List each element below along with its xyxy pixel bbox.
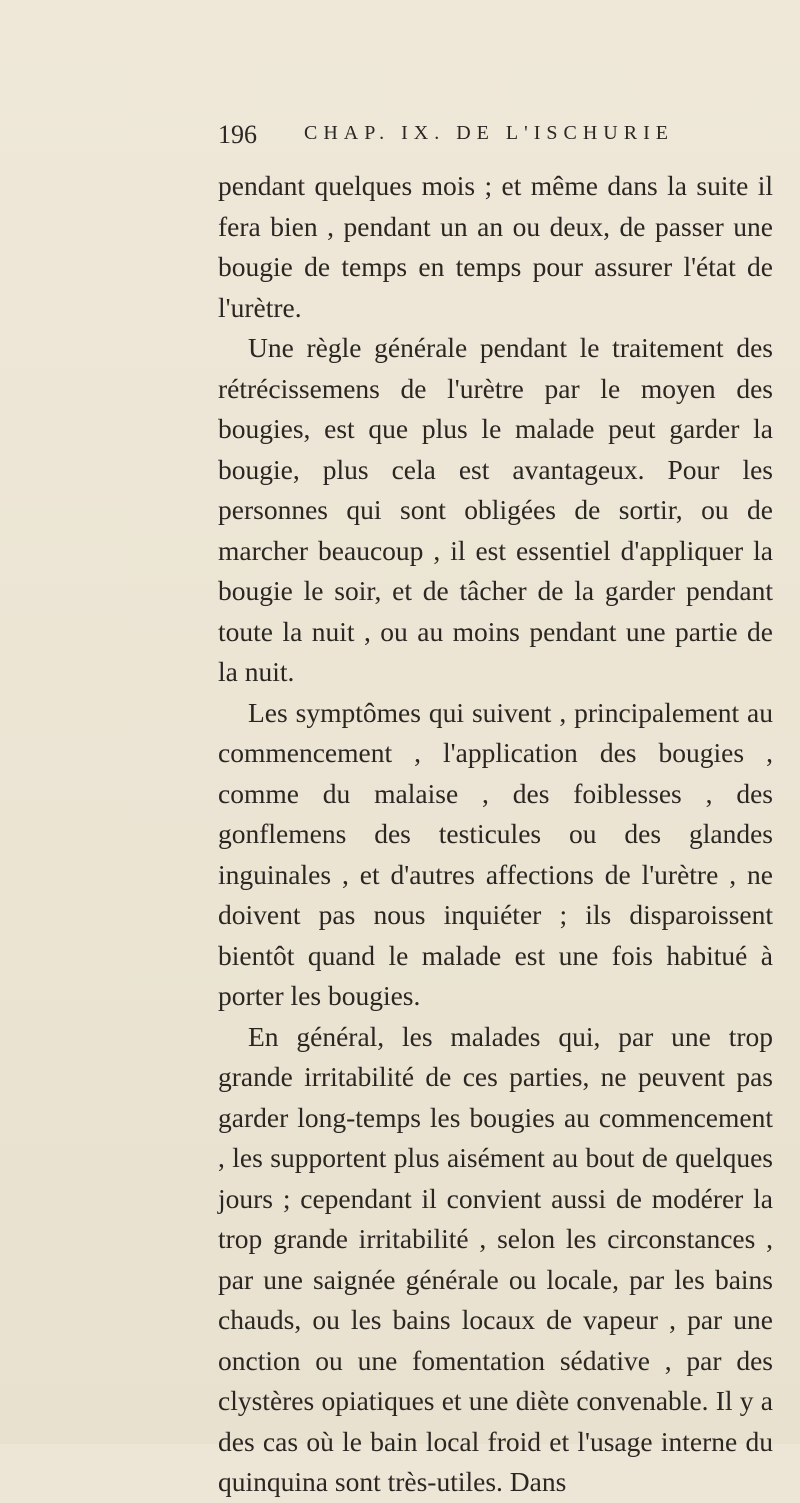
page-header: [218, 118, 778, 158]
body-text: [218, 166, 773, 1503]
paragraph-continuation: pendant quelques mois ; et même dans la suite il fera bien , pendant un an ou deux, de passer une bougie de temps en temps pour assurer l'état de l'urètre.: [218, 170, 773, 323]
paragraph-irritability: En général, les malades qui, par une trop grande irritabilité de ces parties, ne peuvent pas garder long-temps les bougies au commencement , les supportent plus aisément au bout de quelques jours ; cependant il convient aussi de modérer la trop grande irritabilité , selon les circonstances , par une saignée générale ou locale, par les bains chauds, ou les bains locaux de vapeur , par une onction ou une fomentation sédative , par des clystères opiatiques et une diète convenable. Il y a des cas où le bain local froid et l'usage interne du quinquina sont très-utiles. Dans: [218, 1020, 773, 1497]
paragraph-symptoms: Les symptômes qui suivent , principalement au commencement , l'application des bougies , comme du malaise , des foiblesses , des gonflemens des testicules ou des glandes inguinales , et d'autres affections de l'urètre , ne doivent pas nous inquiéter ; ils disparoissent bientôt quand le malade est une fois habitué à porter les bougies.: [218, 696, 773, 1011]
running-head: CHAP. IX. DE L'ISCHURIE: [304, 122, 674, 144]
paragraph-general-rule: Une règle générale pendant le traitement des rétrécissemens de l'urètre par le moyen des bougies, est que plus le malade peut garder la bougie, plus cela est avantageux. Pour les personnes qui sont obligées de sortir, ou de marcher beaucoup , il est essentiel d'appliquer la bougie le soir, et de tâcher de la garder pendant toute la nuit , ou au moins pendant une partie de la nuit.: [218, 332, 773, 687]
page-number: 196: [218, 120, 257, 149]
